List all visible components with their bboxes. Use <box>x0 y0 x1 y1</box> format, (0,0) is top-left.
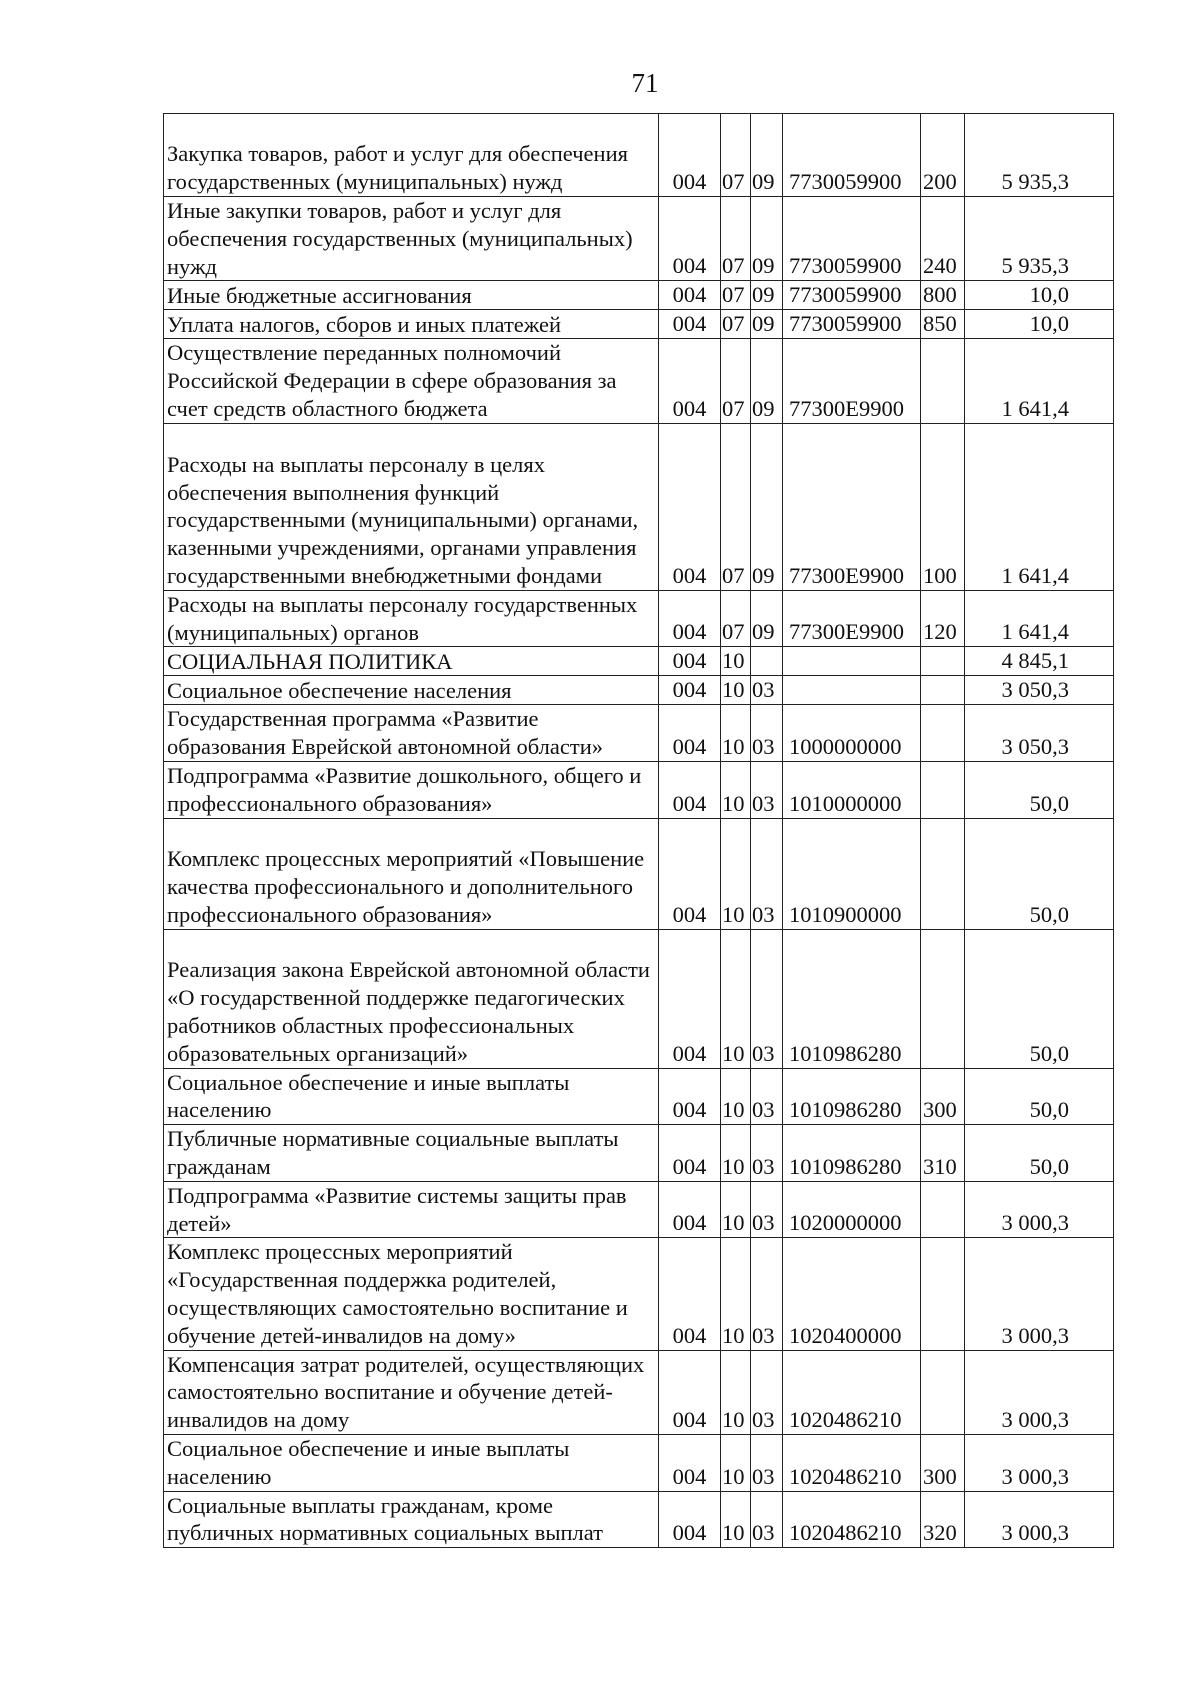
row-amount: 3 000,3 <box>965 1181 1114 1238</box>
row-expense-type-code: 800 <box>921 281 965 310</box>
row-ministry-code: 004 <box>659 281 721 310</box>
row-ministry-code: 004 <box>659 647 721 676</box>
table-row <box>164 423 1114 590</box>
row-subsection-code: 03 <box>751 761 783 818</box>
row-amount: 3 000,3 <box>965 1491 1114 1548</box>
row-subsection-code: 09 <box>751 281 783 310</box>
row-name: Публичные нормативные социальные выплаты гражданам <box>164 1125 659 1182</box>
row-amount: 3 000,3 <box>965 1434 1114 1491</box>
table-row <box>164 818 1114 929</box>
row-amount: 50,0 <box>965 761 1114 818</box>
page-number: 71 <box>631 68 659 98</box>
row-expense-type-code <box>921 929 965 1068</box>
row-expense-type-code: 320 <box>921 1491 965 1548</box>
row-name: Иные бюджетные ассигнования <box>164 281 659 310</box>
row-target-item-code: 77300E9900 <box>783 339 921 423</box>
row-subsection-code: 09 <box>751 339 783 423</box>
row-subsection-code: 09 <box>751 114 783 197</box>
row-subsection-code: 03 <box>751 1181 783 1238</box>
row-section-code: 10 <box>721 1068 751 1125</box>
row-name: Компенсация затрат родителей, осуществляющих самостоятельно воспитание и обучение детей-инвалидов на дому <box>164 1350 659 1434</box>
row-target-item-code: 1010900000 <box>783 818 921 929</box>
row-ministry-code: 004 <box>659 114 721 197</box>
row-subsection-code: 03 <box>751 1350 783 1434</box>
row-name: Социальное обеспечение и иные выплаты населению <box>164 1434 659 1491</box>
row-section-code: 10 <box>721 1350 751 1434</box>
row-section-code: 10 <box>721 647 751 676</box>
row-ministry-code: 004 <box>659 1350 721 1434</box>
table-row <box>164 676 1114 705</box>
row-subsection-code: 03 <box>751 1125 783 1182</box>
row-expense-type-code: 300 <box>921 1068 965 1125</box>
row-section-code: 10 <box>721 1181 751 1238</box>
row-expense-type-code: 300 <box>921 1434 965 1491</box>
row-amount: 3 000,3 <box>965 1238 1114 1350</box>
row-subsection-code: 03 <box>751 818 783 929</box>
table-row <box>164 339 1114 423</box>
table-row <box>164 705 1114 762</box>
row-name: Расходы на выплаты персоналу в целях обеспечения выполнения функций государственными (муниципальными) органами, казенными учреждениями, органами управления государственными внебюджетными фондами <box>164 423 659 590</box>
row-amount: 3 050,3 <box>965 705 1114 762</box>
row-section-code: 07 <box>721 281 751 310</box>
row-section-code: 10 <box>721 1491 751 1548</box>
table-row <box>164 1238 1114 1350</box>
row-name: Закупка товаров, работ и услуг для обеспечения государственных (муниципальных) нужд <box>164 114 659 197</box>
row-expense-type-code: 120 <box>921 590 965 647</box>
row-target-item-code: 7730059900 <box>783 114 921 197</box>
row-subsection-code: 03 <box>751 1491 783 1548</box>
row-ministry-code: 004 <box>659 761 721 818</box>
row-amount: 5 935,3 <box>965 197 1114 281</box>
row-target-item-code: 1010000000 <box>783 761 921 818</box>
row-expense-type-code: 200 <box>921 114 965 197</box>
row-name: Социальные выплаты гражданам, кроме публичных нормативных социальных выплат <box>164 1491 659 1548</box>
table-row <box>164 1434 1114 1491</box>
row-name: Реализация закона Еврейской автономной области «О государственной поддержке педагогических работников областных профессиональных образовательных организаций» <box>164 929 659 1068</box>
row-name: Иные закупки товаров, работ и услуг для обеспечения государственных (муниципальных) нужд <box>164 197 659 281</box>
row-expense-type-code <box>921 1350 965 1434</box>
table-row <box>164 1125 1114 1182</box>
row-subsection-code: 09 <box>751 310 783 339</box>
row-section-code: 07 <box>721 114 751 197</box>
row-name: Социальное обеспечение населения <box>164 676 659 705</box>
row-name: Комплекс процессных мероприятий «Повышение качества профессионального и дополнительного профессионального образования» <box>164 818 659 929</box>
row-section-code: 10 <box>721 929 751 1068</box>
row-amount: 1 641,4 <box>965 590 1114 647</box>
row-amount: 3 000,3 <box>965 1350 1114 1434</box>
row-expense-type-code: 100 <box>921 423 965 590</box>
row-expense-type-code <box>921 1238 965 1350</box>
table-row <box>164 114 1114 197</box>
row-target-item-code: 7730059900 <box>783 197 921 281</box>
row-name: Подпрограмма «Развитие системы защиты прав детей» <box>164 1181 659 1238</box>
row-section-code: 07 <box>721 339 751 423</box>
row-target-item-code: 1010986280 <box>783 929 921 1068</box>
row-target-item-code: 7730059900 <box>783 281 921 310</box>
row-expense-type-code <box>921 761 965 818</box>
row-section-code: 10 <box>721 761 751 818</box>
row-subsection-code: 03 <box>751 1068 783 1125</box>
row-amount: 3 050,3 <box>965 676 1114 705</box>
table-row <box>164 1350 1114 1434</box>
row-subsection-code: 03 <box>751 676 783 705</box>
row-expense-type-code: 310 <box>921 1125 965 1182</box>
row-ministry-code: 004 <box>659 818 721 929</box>
row-ministry-code: 004 <box>659 1125 721 1182</box>
row-section-code: 10 <box>721 705 751 762</box>
row-name: Расходы на выплаты персоналу государственных (муниципальных) органов <box>164 590 659 647</box>
row-amount: 50,0 <box>965 1068 1114 1125</box>
table-row <box>164 929 1114 1068</box>
row-section-code: 07 <box>721 310 751 339</box>
row-expense-type-code: 240 <box>921 197 965 281</box>
row-target-item-code <box>783 676 921 705</box>
row-ministry-code: 004 <box>659 423 721 590</box>
budget-table <box>163 113 1114 1548</box>
row-name: Подпрограмма «Развитие дошкольного, общего и профессионального образования» <box>164 761 659 818</box>
row-subsection-code: 03 <box>751 929 783 1068</box>
row-ministry-code: 004 <box>659 1491 721 1548</box>
row-ministry-code: 004 <box>659 339 721 423</box>
row-subsection-code: 03 <box>751 705 783 762</box>
row-amount: 5 935,3 <box>965 114 1114 197</box>
budget-table-body <box>164 114 1114 1548</box>
row-section-code: 10 <box>721 818 751 929</box>
row-section-code: 10 <box>721 676 751 705</box>
row-ministry-code: 004 <box>659 1238 721 1350</box>
row-expense-type-code <box>921 1181 965 1238</box>
row-section-code: 07 <box>721 423 751 590</box>
row-amount: 4 845,1 <box>965 647 1114 676</box>
table-row <box>164 310 1114 339</box>
row-ministry-code: 004 <box>659 197 721 281</box>
table-row <box>164 647 1114 676</box>
row-expense-type-code <box>921 339 965 423</box>
row-section-code: 07 <box>721 590 751 647</box>
row-name: Государственная программа «Развитие образования Еврейской автономной области» <box>164 705 659 762</box>
row-target-item-code: 1000000000 <box>783 705 921 762</box>
row-section-code: 07 <box>721 197 751 281</box>
row-subsection-code: 03 <box>751 1434 783 1491</box>
table-row <box>164 281 1114 310</box>
row-target-item-code: 77300E9900 <box>783 590 921 647</box>
row-subsection-code <box>751 647 783 676</box>
row-name: Уплата налогов, сборов и иных платежей <box>164 310 659 339</box>
row-amount: 1 641,4 <box>965 339 1114 423</box>
row-expense-type-code <box>921 676 965 705</box>
row-target-item-code: 1020000000 <box>783 1181 921 1238</box>
row-section-code: 10 <box>721 1238 751 1350</box>
row-subsection-code: 03 <box>751 1238 783 1350</box>
row-amount: 10,0 <box>965 310 1114 339</box>
row-target-item-code: 1010986280 <box>783 1125 921 1182</box>
table-row <box>164 1491 1114 1548</box>
row-name: Комплекс процессных мероприятий «Государственная поддержка родителей, осуществляющих самостоятельно воспитание и обучение детей-инвалидов на дому» <box>164 1238 659 1350</box>
row-expense-type-code <box>921 647 965 676</box>
row-ministry-code: 004 <box>659 1434 721 1491</box>
row-amount: 50,0 <box>965 818 1114 929</box>
row-subsection-code: 09 <box>751 590 783 647</box>
row-amount: 50,0 <box>965 1125 1114 1182</box>
row-amount: 50,0 <box>965 929 1114 1068</box>
row-name: СОЦИАЛЬНАЯ ПОЛИТИКА <box>164 647 659 676</box>
row-ministry-code: 004 <box>659 676 721 705</box>
row-ministry-code: 004 <box>659 705 721 762</box>
table-row <box>164 590 1114 647</box>
table-row <box>164 1181 1114 1238</box>
row-ministry-code: 004 <box>659 590 721 647</box>
row-amount: 10,0 <box>965 281 1114 310</box>
row-ministry-code: 004 <box>659 1181 721 1238</box>
row-target-item-code: 77300E9900 <box>783 423 921 590</box>
table-row <box>164 1068 1114 1125</box>
table-row <box>164 761 1114 818</box>
row-expense-type-code <box>921 705 965 762</box>
row-amount: 1 641,4 <box>965 423 1114 590</box>
row-target-item-code: 1020400000 <box>783 1238 921 1350</box>
row-expense-type-code: 850 <box>921 310 965 339</box>
row-target-item-code: 1010986280 <box>783 1068 921 1125</box>
row-subsection-code: 09 <box>751 197 783 281</box>
row-ministry-code: 004 <box>659 1068 721 1125</box>
row-expense-type-code <box>921 818 965 929</box>
row-ministry-code: 004 <box>659 929 721 1068</box>
row-target-item-code <box>783 647 921 676</box>
row-name: Осуществление переданных полномочий Российской Федерации в сфере образования за счет средств областного бюджета <box>164 339 659 423</box>
row-name: Социальное обеспечение и иные выплаты населению <box>164 1068 659 1125</box>
row-target-item-code: 1020486210 <box>783 1350 921 1434</box>
row-subsection-code: 09 <box>751 423 783 590</box>
row-section-code: 10 <box>721 1125 751 1182</box>
table-row <box>164 197 1114 281</box>
row-target-item-code: 1020486210 <box>783 1491 921 1548</box>
row-section-code: 10 <box>721 1434 751 1491</box>
row-ministry-code: 004 <box>659 310 721 339</box>
row-target-item-code: 7730059900 <box>783 310 921 339</box>
row-target-item-code: 1020486210 <box>783 1434 921 1491</box>
